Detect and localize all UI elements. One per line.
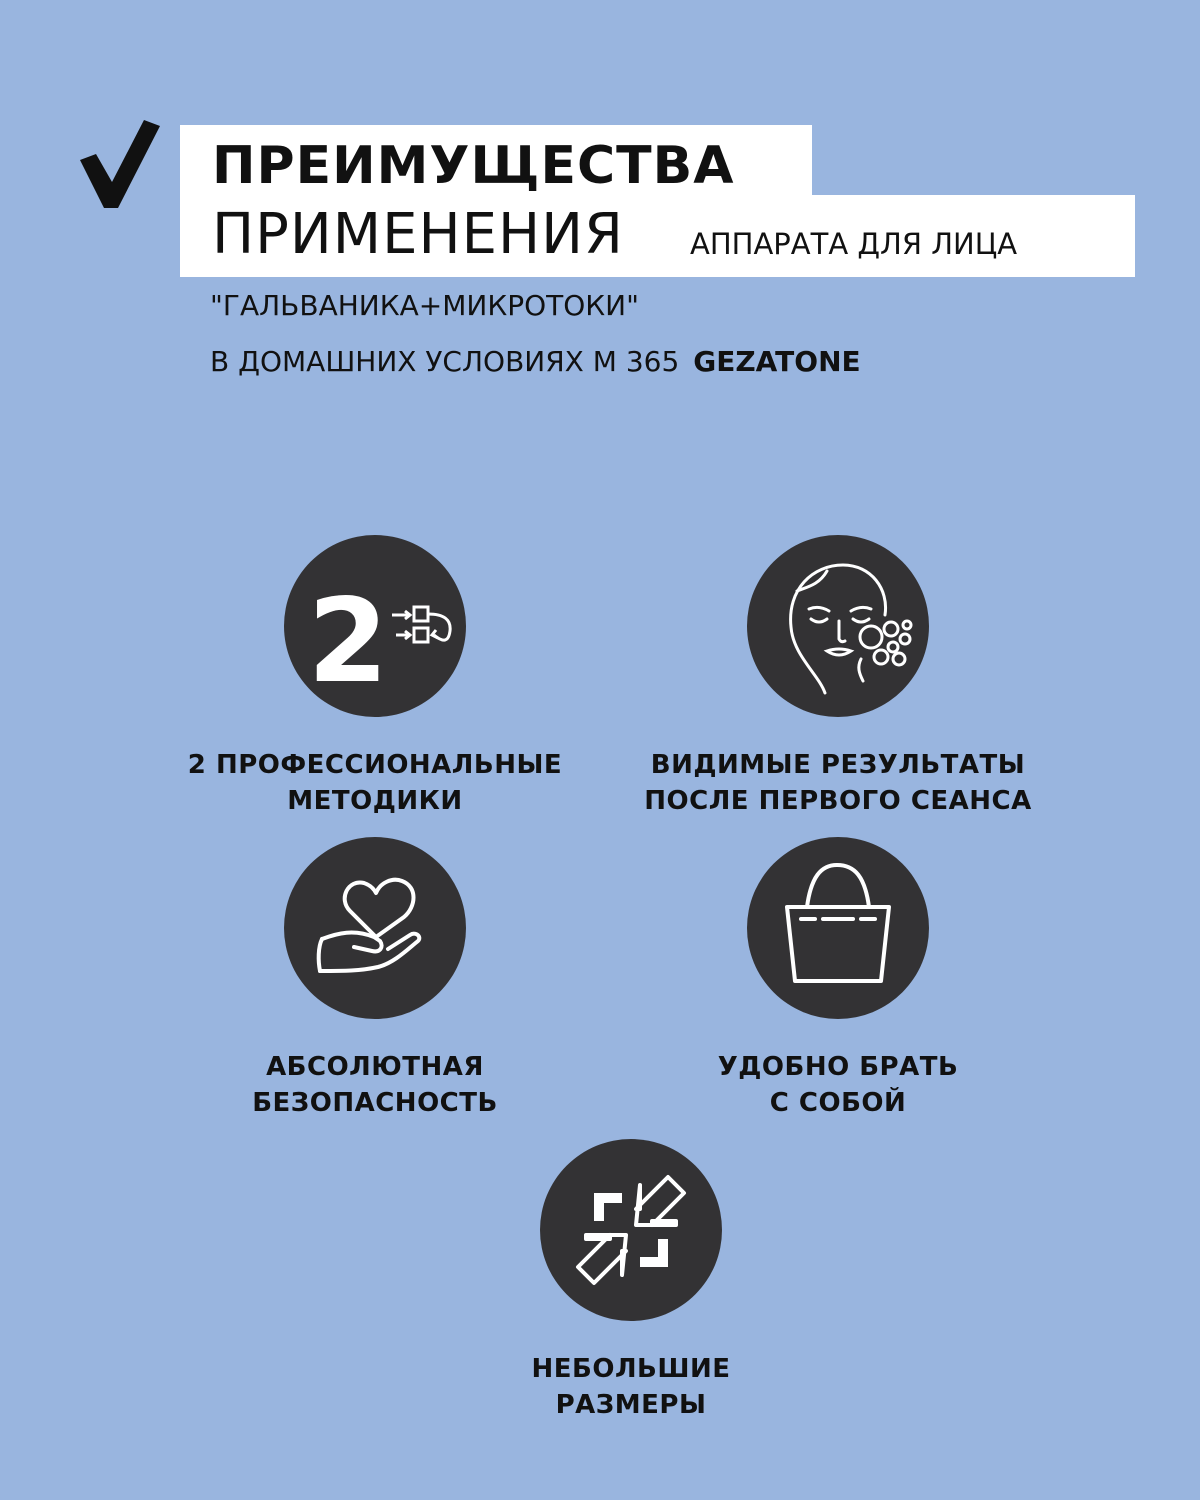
feature-label: [165, 747, 585, 819]
face-icon: [747, 535, 929, 717]
feature-circle: [747, 837, 929, 1019]
feature-label-line: РАЗМЕРЫ: [555, 1390, 707, 1420]
feature-label-line: НЕБОЛЬШИЕ: [531, 1354, 731, 1384]
feature-label-line: ВИДИМЫЕ РЕЗУЛЬТАТЫ: [650, 750, 1026, 780]
two-methods-icon: [284, 535, 466, 717]
feature-compact: [421, 1139, 841, 1423]
feature-number: 2: [307, 574, 389, 709]
subtitle-device-type: "ГАЛЬВАНИКА+МИКРОТОКИ": [210, 289, 639, 322]
feature-label: [628, 1049, 1048, 1121]
feature-safety: [165, 837, 585, 1121]
feature-label-line: МЕТОДИКИ: [287, 786, 463, 816]
feature-methods: [165, 535, 585, 819]
feature-label-line: АБСОЛЮТНАЯ: [266, 1052, 484, 1082]
feature-label-line: ПОСЛЕ ПЕРВОГО СЕАНСА: [644, 786, 1032, 816]
feature-results: [628, 535, 1048, 819]
feature-circle: [284, 837, 466, 1019]
heart-hand-icon: [284, 837, 466, 1019]
subtitle-model: [210, 342, 861, 382]
checkmark-icon: [80, 120, 160, 212]
feature-label-line: С СОБОЙ: [769, 1088, 907, 1118]
brand-name: GEZATONE: [693, 345, 861, 378]
feature-label: [421, 1351, 841, 1423]
title-suffix: АППАРАТА ДЛЯ ЛИЦА: [690, 227, 1018, 261]
compress-arrows-icon: [540, 1139, 722, 1321]
feature-portable: [628, 837, 1048, 1121]
feature-label: [165, 1049, 585, 1121]
bag-icon: [747, 837, 929, 1019]
feature-label: [628, 747, 1048, 819]
feature-circle: [747, 535, 929, 717]
feature-label-line: 2 ПРОФЕССИОНАЛЬНЫЕ: [187, 750, 563, 780]
feature-label-line: УДОБНО БРАТЬ: [717, 1052, 959, 1082]
feature-label-line: БЕЗОПАСНОСТЬ: [252, 1088, 498, 1118]
feature-circle: [284, 535, 466, 717]
feature-circle: [540, 1139, 722, 1321]
page-title-second-line: ПРИМЕНЕНИЯ: [212, 202, 624, 267]
page-title: ПРЕИМУЩЕСТВА: [212, 136, 735, 196]
subtitle-model-text: В ДОМАШНИХ УСЛОВИЯХ М 365: [210, 345, 680, 378]
